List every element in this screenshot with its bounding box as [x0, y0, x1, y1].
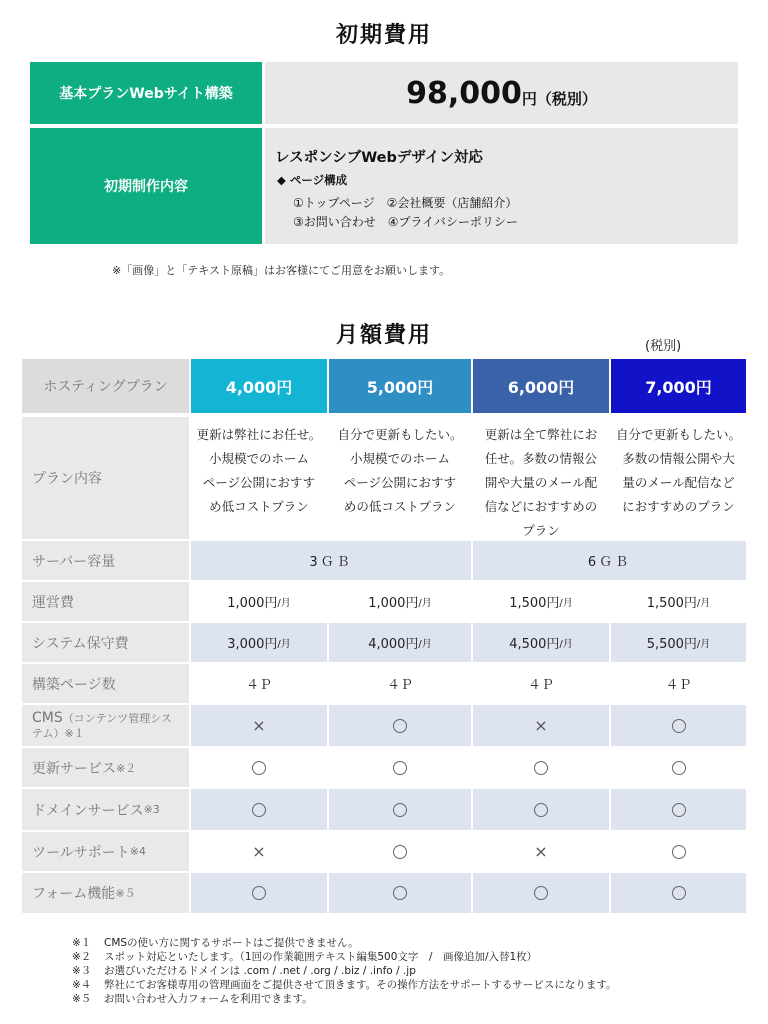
unavailable-cross-icon: × — [534, 716, 548, 735]
footnote-mark: ※１ — [72, 937, 92, 949]
plan-5000-header: 5,000円 — [329, 359, 471, 413]
update-service-availability — [473, 748, 609, 787]
desc-line: めの低コストプラン — [343, 499, 457, 514]
desc-line: におすすめのプラン — [622, 499, 735, 514]
footnote-mark: ※２ — [72, 951, 92, 963]
available-circle-icon — [672, 803, 686, 817]
plan-7000-description — [611, 417, 746, 539]
page-list-line-1: ①トップページ ②会社概要（店舗紹介） — [293, 196, 518, 210]
plan-6000-description — [473, 417, 609, 539]
cms-availability — [473, 705, 609, 746]
page-count-label: 構築ページ数 — [22, 664, 189, 703]
domain-service-availability — [473, 789, 609, 830]
desc-line: 自分で更新もしたい。 — [615, 427, 741, 442]
desc-line: プラン — [522, 523, 560, 538]
operation-fee-value: 1,500円 — [646, 596, 697, 611]
responsive-heading: レスポンシブWebデザイン対応 — [275, 150, 483, 166]
tool-support-availability — [191, 832, 327, 871]
tool-support-availability — [329, 832, 471, 871]
update-service-availability — [191, 748, 327, 787]
footnote — [72, 935, 359, 950]
cms-availability — [191, 705, 327, 746]
footnote-text: お選びいただけるドメインは .com / .net / .org / .biz / .info / .jp — [104, 965, 416, 977]
form-feature-availability — [473, 873, 609, 913]
page-structure-label: ◆ ページ構成 — [277, 173, 348, 187]
unavailable-cross-icon: × — [252, 716, 266, 735]
available-circle-icon — [393, 719, 407, 733]
plan-content-label: プラン内容 — [22, 417, 189, 539]
page-count-value: ４Ｐ — [527, 678, 554, 693]
server-capacity-label: サーバー容量 — [22, 541, 189, 580]
desc-line: 更新は弊社にお任せ。 — [196, 427, 322, 442]
domain-service-availability — [611, 789, 746, 830]
domain-service-label — [22, 789, 189, 830]
form-feature-text: フォーム機能 — [32, 886, 116, 902]
update-service-text: 更新サービス — [32, 760, 116, 777]
available-circle-icon — [672, 761, 686, 775]
available-circle-icon — [534, 761, 548, 775]
unavailable-cross-icon: × — [534, 842, 548, 861]
footnote-text: スポット対応といたします。（1回の作業範囲テキスト編集500文字 / 画像追加/入替1枚） — [104, 951, 538, 963]
footnote-ref: ※4 — [129, 845, 146, 858]
tool-support-label — [22, 832, 189, 871]
operation-fee-value: 1,000円 — [368, 596, 419, 611]
desc-line: ページ公開におすす — [202, 475, 316, 490]
monthly-cost-title: 月額費用 — [335, 323, 432, 348]
desc-line: 小規模でのホーム — [208, 451, 309, 466]
initial-content-cell — [265, 128, 738, 244]
maintenance-fee-cell — [611, 623, 746, 662]
plan-4000-description — [191, 417, 327, 539]
form-feature-availability — [329, 873, 471, 913]
update-service-availability — [611, 748, 746, 787]
available-circle-icon — [252, 803, 266, 817]
footnote-mark: ※５ — [72, 993, 92, 1005]
maintenance-fee-value: 4,500円 — [509, 637, 560, 652]
desc-line: 自分で更新もしたい。 — [337, 427, 463, 442]
per-month-unit: /月 — [696, 598, 711, 609]
form-feature-availability — [611, 873, 746, 913]
cms-label-main: CMS — [32, 710, 63, 726]
footnote — [72, 977, 617, 992]
footnote — [72, 963, 416, 978]
footnote-ref: ※５ — [115, 887, 136, 900]
cms-label — [22, 705, 189, 746]
footnote-mark: ※４ — [72, 979, 92, 991]
operation-fee-label: 運営費 — [22, 582, 189, 621]
desc-line: 更新は全て弊社にお — [484, 427, 598, 442]
basic-plan-price-cell — [265, 62, 738, 124]
basic-plan-price: 98,000 — [406, 75, 522, 111]
per-month-unit: /月 — [277, 598, 291, 609]
per-month-unit: /月 — [559, 639, 573, 650]
operation-fee-cell — [329, 582, 471, 621]
footnote-mark: ※３ — [72, 965, 92, 977]
plan-6000-header: 6,000円 — [473, 359, 609, 413]
available-circle-icon — [534, 803, 548, 817]
tax-note: (税別) — [645, 339, 682, 354]
desc-line: 多数の情報公開や大 — [622, 451, 735, 466]
desc-line: め低コストプラン — [209, 499, 309, 514]
form-feature-availability — [191, 873, 327, 913]
desc-line: 小規模でのホーム — [349, 451, 450, 466]
footnote-text: 弊社にてお客様専用の管理画面をご提供させて頂きます。その操作方法をサポートするサービスになります。 — [104, 979, 617, 991]
available-circle-icon — [672, 886, 686, 900]
footnote-ref: ※２ — [116, 761, 137, 775]
maintenance-fee-value: 4,000円 — [368, 637, 419, 652]
tool-support-availability — [611, 832, 746, 871]
page-count-value: ４Ｐ — [665, 678, 692, 693]
operation-fee-cell — [473, 582, 609, 621]
available-circle-icon — [252, 886, 266, 900]
update-service-label — [22, 748, 189, 787]
cms-label-sub: （コンテンツ管理シス — [62, 712, 172, 725]
domain-service-availability — [329, 789, 471, 830]
available-circle-icon — [534, 886, 548, 900]
form-feature-label — [22, 873, 189, 913]
operation-fee-cell — [191, 582, 327, 621]
basic-plan-price-unit: 円（税別） — [521, 89, 597, 108]
maintenance-fee-label: システム保守費 — [22, 623, 189, 662]
plan-5000-description — [329, 417, 471, 539]
maintenance-fee-cell — [329, 623, 471, 662]
tool-support-availability — [473, 832, 609, 871]
maintenance-fee-cell — [191, 623, 327, 662]
footnote — [72, 991, 313, 1006]
server-capacity-small: 3ＧＢ — [191, 541, 471, 580]
per-month-unit: /月 — [418, 639, 432, 650]
available-circle-icon — [672, 845, 686, 859]
initial-note: ※「画像」と「テキスト原稿」はお客様にてご用意をお願いします。 — [112, 264, 451, 277]
cms-label-sub2: テム）※１ — [32, 727, 85, 740]
basic-plan-label: 基本プランWebサイト構築 — [30, 62, 262, 124]
desc-line: 任せ。多数の情報公 — [484, 451, 598, 466]
per-month-unit: /月 — [418, 598, 432, 609]
domain-service-availability — [191, 789, 327, 830]
desc-line: ページ公開におすす — [343, 475, 457, 490]
page-count-value: ４Ｐ — [386, 678, 413, 693]
update-service-availability — [329, 748, 471, 787]
maintenance-fee-value: 3,000円 — [227, 637, 278, 652]
available-circle-icon — [672, 719, 686, 733]
per-month-unit: /月 — [559, 598, 573, 609]
desc-line: 量のメール配信など — [622, 475, 735, 490]
tool-support-text: ツールサポート — [32, 844, 130, 861]
cms-availability — [611, 705, 746, 746]
operation-fee-cell — [611, 582, 746, 621]
available-circle-icon — [252, 761, 266, 775]
operation-fee-value: 1,000円 — [227, 596, 278, 611]
maintenance-fee-cell — [473, 623, 609, 662]
initial-content-label: 初期制作内容 — [30, 128, 262, 244]
available-circle-icon — [393, 886, 407, 900]
maintenance-fee-value: 5,500円 — [646, 637, 697, 652]
page-list-line-2: ③お問い合わせ ④プライバシーポリシー — [293, 215, 518, 229]
available-circle-icon — [393, 761, 407, 775]
footnote-text: お問い合わせ入力フォームを利用できます。 — [104, 993, 313, 1005]
desc-line: 開や大量のメール配 — [484, 475, 598, 490]
hosting-plan-label: ホスティングプラン — [22, 359, 189, 413]
desc-line: 信などにおすすめの — [484, 499, 598, 514]
per-month-unit: /月 — [277, 639, 291, 650]
available-circle-icon — [393, 845, 407, 859]
per-month-unit: /月 — [696, 639, 711, 650]
page-count-value: ４Ｐ — [245, 678, 272, 693]
plan-7000-header: 7,000円 — [611, 359, 746, 413]
plan-4000-header: 4,000円 — [191, 359, 327, 413]
unavailable-cross-icon: × — [252, 842, 266, 861]
footnote-text: CMSの使い方に関するサポートはご提供できません。 — [104, 937, 359, 949]
available-circle-icon — [393, 803, 407, 817]
operation-fee-value: 1,500円 — [509, 596, 560, 611]
server-capacity-large: 6ＧＢ — [473, 541, 746, 580]
initial-cost-title: 初期費用 — [335, 23, 432, 48]
footnote — [72, 949, 537, 964]
footnote-ref: ※3 — [143, 803, 160, 816]
domain-service-text: ドメインサービス — [32, 802, 144, 819]
cms-availability — [329, 705, 471, 746]
